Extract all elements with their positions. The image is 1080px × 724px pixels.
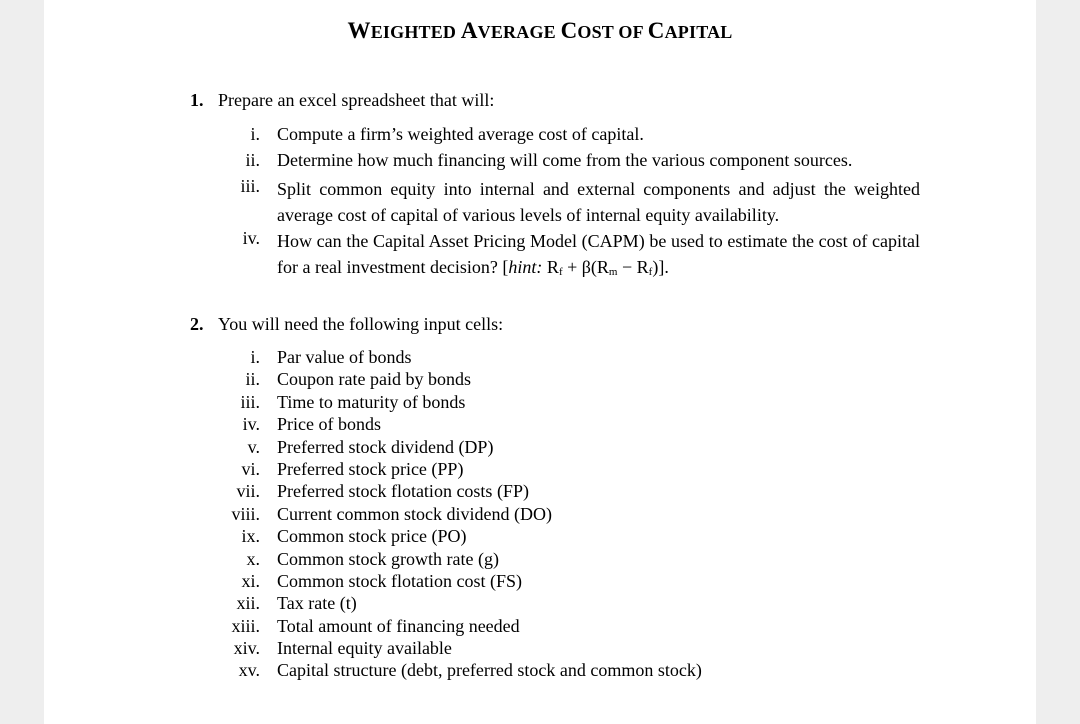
item-number: i. bbox=[250, 124, 260, 144]
item-number: ix. bbox=[241, 526, 260, 547]
item-text: Time to maturity of bonds bbox=[277, 391, 466, 412]
item-text: Preferred stock flotation costs (FP) bbox=[277, 481, 529, 502]
item-text: Current common stock dividend (DO) bbox=[277, 503, 552, 524]
item-text: Total amount of financing needed bbox=[277, 615, 520, 636]
item-text: Capital structure (debt, preferred stock and common stock) bbox=[277, 660, 702, 681]
list-item bbox=[44, 124, 1036, 150]
item-text: Internal equity available bbox=[277, 638, 452, 659]
item-text: Price of bonds bbox=[277, 414, 381, 435]
item-number: ii. bbox=[245, 150, 260, 170]
item-number: iv. bbox=[242, 414, 260, 435]
item-number: ii. bbox=[245, 369, 260, 390]
list-item bbox=[44, 526, 1036, 548]
list-item bbox=[44, 228, 1036, 280]
item-text: Preferred stock price (PP) bbox=[277, 458, 464, 479]
list-item bbox=[44, 549, 1036, 571]
list-item bbox=[44, 414, 1036, 436]
question-1 bbox=[190, 90, 494, 111]
hint-label: hint: bbox=[508, 257, 543, 277]
list-item bbox=[44, 150, 1036, 176]
list-item bbox=[44, 347, 1036, 369]
item-text: Common stock flotation cost (FS) bbox=[277, 570, 522, 591]
item-number: xv. bbox=[238, 660, 260, 681]
item-text: Par value of bonds bbox=[277, 347, 412, 367]
item-text: Split common equity into internal and external components and adjust the weighted average cost of capital of various levels of internal equity availability. bbox=[277, 179, 920, 225]
item-number: xi. bbox=[241, 570, 260, 591]
item-number: xiii. bbox=[231, 615, 260, 636]
list-item bbox=[44, 616, 1036, 638]
question-1-text: Prepare an excel spreadsheet that will: bbox=[218, 90, 495, 110]
item-number: xii. bbox=[236, 593, 260, 614]
list-item bbox=[44, 392, 1036, 414]
item-number: x. bbox=[246, 548, 260, 569]
item-text: Common stock growth rate (g) bbox=[277, 548, 499, 569]
item-number: iii. bbox=[240, 391, 260, 412]
item-number: xiv. bbox=[233, 638, 260, 659]
item-number: iii. bbox=[240, 176, 260, 196]
item-number: viii. bbox=[231, 503, 260, 524]
question-2-number: 2. bbox=[190, 314, 204, 334]
item-number: v. bbox=[247, 436, 260, 457]
question-2-text: You will need the following input cells: bbox=[218, 314, 504, 334]
list-item bbox=[44, 638, 1036, 660]
question-1-list bbox=[44, 124, 1036, 280]
question-1-number: 1. bbox=[190, 90, 204, 110]
question-2 bbox=[190, 314, 503, 335]
list-item bbox=[44, 593, 1036, 615]
list-item bbox=[44, 571, 1036, 593]
list-item bbox=[44, 481, 1036, 503]
document-page bbox=[44, 0, 1036, 724]
item-text: Compute a firm’s weighted average cost of capital. bbox=[277, 124, 644, 144]
item-text-main: How can the Capital Asset Pricing Model (CAPM) be used to estimate the cost of capital for a real investment decision? [ bbox=[277, 231, 920, 277]
item-number: vi. bbox=[241, 458, 260, 479]
item-text: How can the Capital Asset Pricing Model (CAPM) be used to estimate the cost of capital for a real investment decision? [hint: $R_f + \beta(R_m - R_f)$]. bbox=[277, 231, 920, 278]
item-text: Determine how much financing will come from the various component sources. bbox=[277, 150, 853, 170]
list-item bbox=[44, 504, 1036, 526]
item-number: i. bbox=[250, 347, 260, 367]
list-item bbox=[44, 660, 1036, 682]
item-number: vii. bbox=[236, 481, 260, 502]
item-text: Common stock price (PO) bbox=[277, 526, 467, 547]
page-title: WEIGHTED AVERAGE COST OF CAPITAL bbox=[347, 18, 733, 43]
list-item bbox=[44, 437, 1036, 459]
item-number: iv. bbox=[242, 228, 260, 248]
item-text: Preferred stock dividend (DP) bbox=[277, 436, 494, 457]
item-text: Tax rate (t) bbox=[277, 593, 357, 614]
question-2-list bbox=[44, 347, 1036, 683]
list-item bbox=[44, 176, 1036, 228]
list-item bbox=[44, 369, 1036, 391]
item-text: Coupon rate paid by bonds bbox=[277, 369, 471, 390]
list-item bbox=[44, 459, 1036, 481]
